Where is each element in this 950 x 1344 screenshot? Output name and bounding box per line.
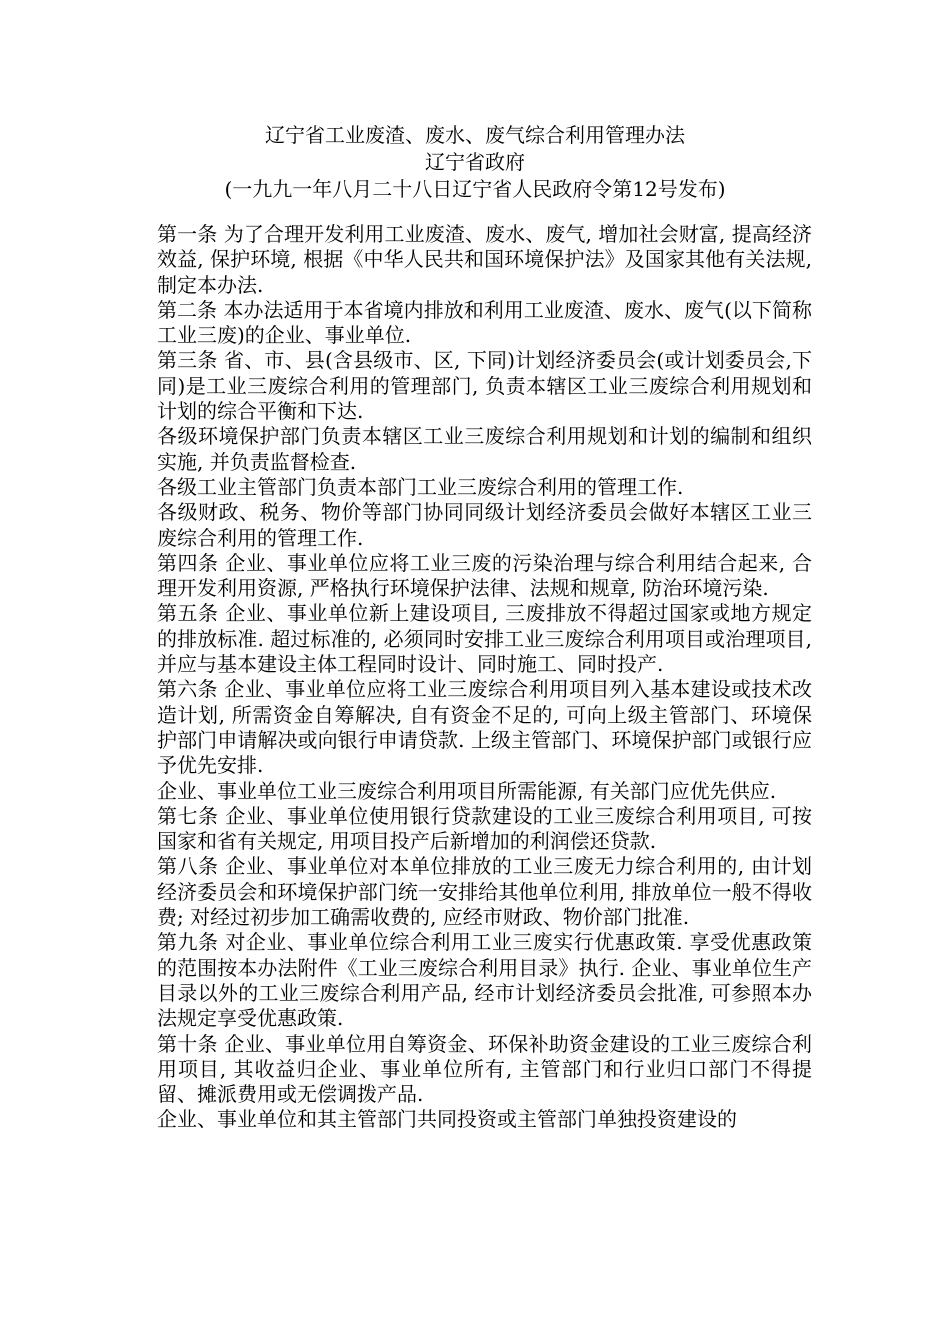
paragraph: 各级工业主管部门负责本部门工业三废综合利用的管理工作. — [157, 474, 684, 499]
paragraph: 第四条 企业、事业单位应将工业三废的污染治理与综合利用结合起来, 合理开发利用资源, 严格执行环境保护法律、法规和规章, 防治环境污染. — [157, 550, 812, 601]
paragraph: 第七条 企业、事业单位使用银行贷款建设的工业三废综合利用项目, 可按国家和省有关规定, 用项目投产后新增加的利润偿还贷款. — [157, 803, 812, 854]
document-header — [0, 122, 950, 203]
paragraph: 企业、事业单位工业三废综合利用项目所需能源, 有关部门应优先供应. — [157, 778, 777, 803]
paragraph: 第三条 省、市、县(含县级市、区, 下同)计划经济委员会(或计划委员会,下同)是工业三废综合利用的管理部门, 负责本辖区工业三废综合利用规划和计划的综合平衡和下达. — [157, 348, 812, 424]
paragraph: 第一条 为了合理开发利用工业废渣、废水、废气, 增加社会财富, 提高经济效益, 保护环境, 根据《中华人民共和国环境保护法》及国家其他有关法规, 制定本办法. — [157, 222, 812, 297]
paragraph: 第二条 本办法适用于本省境内排放和利用工业废渣、废水、废气(以下简称工业三废)的企业、事业单位. — [157, 297, 812, 348]
paragraph: 各级环境保护部门负责本辖区工业三废综合利用规划和计划的编制和组织实施, 并负责监督检查. — [157, 424, 812, 474]
document-issuer: 辽宁省政府 — [425, 150, 525, 174]
paragraph: 第八条 企业、事业单位对本单位排放的工业三废无力综合利用的, 由计划经济委员会和环境保护部门统一安排给其他单位利用, 排放单位一般不得收费; 对经过初步加工确需收费的, 应经市财政、物价部门批准. — [157, 854, 812, 930]
paragraph: 第五条 企业、事业单位新上建设项目, 三废排放不得超过国家或地方规定的排放标准. 超过标准的, 必须同时安排工业三废综合利用项目或治理项目, 并应与基本建设主体工程同时设计、同时施工、同时投产. — [157, 601, 812, 677]
paragraph: 第九条 对企业、事业单位综合利用工业三废实行优惠政策. 享受优惠政策的范围按本办法附件《工业三废综合利用目录》执行. 企业、事业单位生产目录以外的工业三废综合利用产品, 经市计划经济委员会批准, 可参照本办法规定享受优惠政策. — [157, 930, 812, 1031]
document-body — [157, 222, 812, 1133]
document-title: 辽宁省工业废渣、废水、废气综合利用管理办法 — [265, 123, 685, 147]
paragraph: 企业、事业单位和其主管部门共同投资或主管部门单独投资建设的 — [157, 1107, 737, 1132]
paragraph: 第六条 企业、事业单位应将工业三废综合利用项目列入基本建设或技术改造计划, 所需资金自筹解决, 自有资金不足的, 可向上级主管部门、环境保护部门申请解决或向银行申请贷款. 上级主管部门、环境保护部门或银行应予优先安排. — [157, 677, 812, 778]
paragraph: 各级财政、税务、物价等部门协同同级计划经济委员会做好本辖区工业三废综合利用的管理工作. — [157, 500, 812, 550]
document-decree: (一九九一年八月二十八日辽宁省人民政府令第12号发布) — [224, 177, 726, 201]
paragraph: 第十条 企业、事业单位用自筹资金、环保补助资金建设的工业三废综合利用项目, 其收益归企业、事业单位所有, 主管部门和行业归口部门不得提留、摊派费用或无偿调拨产品. — [157, 1031, 812, 1107]
